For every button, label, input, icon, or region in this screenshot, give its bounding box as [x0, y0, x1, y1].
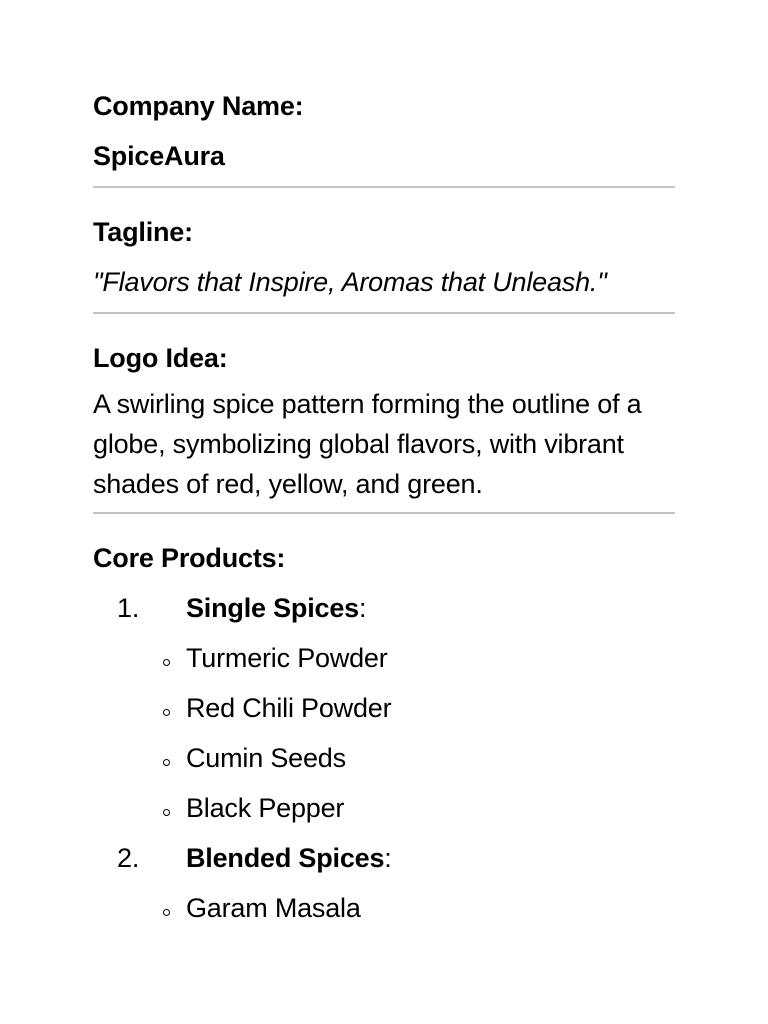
logo-idea-label: Logo Idea: [93, 343, 228, 373]
divider [93, 312, 675, 314]
list-number: 1. [117, 593, 140, 623]
divider [93, 186, 675, 188]
tagline-label: Tagline: [93, 217, 193, 247]
list-item [93, 636, 675, 686]
product-name: Garam Masala [186, 893, 361, 923]
circle-bullet-icon [163, 809, 170, 816]
divider [93, 512, 675, 514]
circle-bullet-icon [163, 759, 170, 766]
logo-idea-value: A swirling spice pattern forming the outline of a globe, symbolizing global flavors, with vibrant shades of red, yellow, and green. [93, 389, 642, 499]
list-item [93, 586, 675, 636]
product-name: Black Pepper [186, 793, 345, 823]
circle-bullet-icon [163, 709, 170, 716]
list-item [93, 886, 675, 936]
list-item [93, 736, 675, 786]
category-name: Blended Spices [186, 843, 385, 873]
category-name: Single Spices [186, 593, 359, 623]
list-number: 2. [117, 843, 140, 873]
core-products-label: Core Products: [93, 543, 286, 573]
category-suffix: : [358, 593, 367, 623]
product-name: Red Chili Powder [186, 693, 392, 723]
list-item [93, 836, 675, 886]
company-name-value: SpiceAura [93, 141, 225, 171]
document-page [93, 84, 675, 936]
category-suffix: : [384, 843, 392, 873]
core-products-list [93, 586, 675, 936]
circle-bullet-icon [163, 909, 170, 916]
list-item [93, 686, 675, 736]
product-name: Turmeric Powder [186, 643, 388, 673]
company-name-label: Company Name: [93, 91, 304, 121]
circle-bullet-icon [163, 659, 170, 666]
product-name: Cumin Seeds [186, 743, 346, 773]
tagline-value: "Flavors that Inspire, Aromas that Unleash." [93, 267, 607, 297]
list-item [93, 786, 675, 836]
